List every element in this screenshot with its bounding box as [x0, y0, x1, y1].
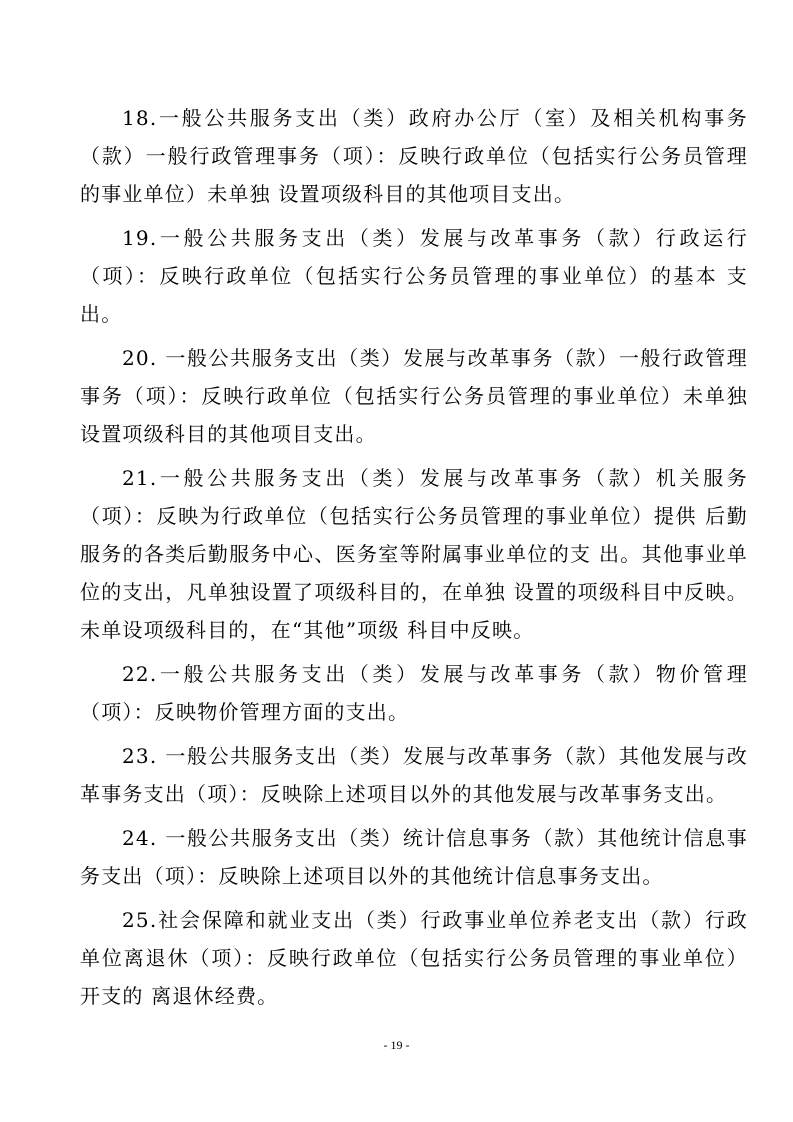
document-body	[80, 99, 748, 1021]
paragraph-24: 24. 一般公共服务支出（类）统计信息事务（款）其他统计信息事务支出（项）：反映除上述项目以外的其他统计信息事务支出。	[80, 826, 748, 888]
paragraph-25: 25.社会保障和就业支出（类）行政事业单位养老支出（款）行政单位离退休（项）：反映行政单位（包括实行公务员管理的事业单位）开支的 离退休经费。	[80, 908, 748, 1008]
paragraph-21: 21.一般公共服务支出（类）发展与改革事务（款）机关服务（项）：反映为行政单位（包括实行公务员管理的事业单位）提供 后勤服务的各类后勤服务中心、医务室等附属事业单位的支 出。其他事业单位的支出，凡单独设置了项级科目的，在单独 设置的项级科目中反映。未单设项级科目的，在“其他”项级 科目中反映。	[80, 466, 748, 642]
page-number: - 19 -	[383, 1038, 410, 1052]
paragraph-19: 19.一般公共服务支出（类）发展与改革事务（款）行政运行（项）：反映行政单位（包括实行公务员管理的事业单位）的基本 支出。	[80, 226, 748, 326]
paragraph-23: 23. 一般公共服务支出（类）发展与改革事务（款）其他发展与改革事务支出（项）：反映除上述项目以外的其他发展与改革事务支出。	[80, 744, 748, 806]
paragraph-20: 20. 一般公共服务支出（类）发展与改革事务（款）一般行政管理事务（项）：反映行政单位（包括实行公务员管理的事业单位）未单独设置项级科目的其他项目支出。	[80, 346, 748, 446]
paragraph-18: 18.一般公共服务支出（类）政府办公厅（室）及相关机构事务（款）一般行政管理事务（项）：反映行政单位（包括实行公务员管理的事业单位）未单独 设置项级科目的其他项目支出。	[80, 106, 748, 206]
paragraph-22: 22.一般公共服务支出（类）发展与改革事务（款）物价管理（项）：反映物价管理方面的支出。	[80, 662, 748, 724]
